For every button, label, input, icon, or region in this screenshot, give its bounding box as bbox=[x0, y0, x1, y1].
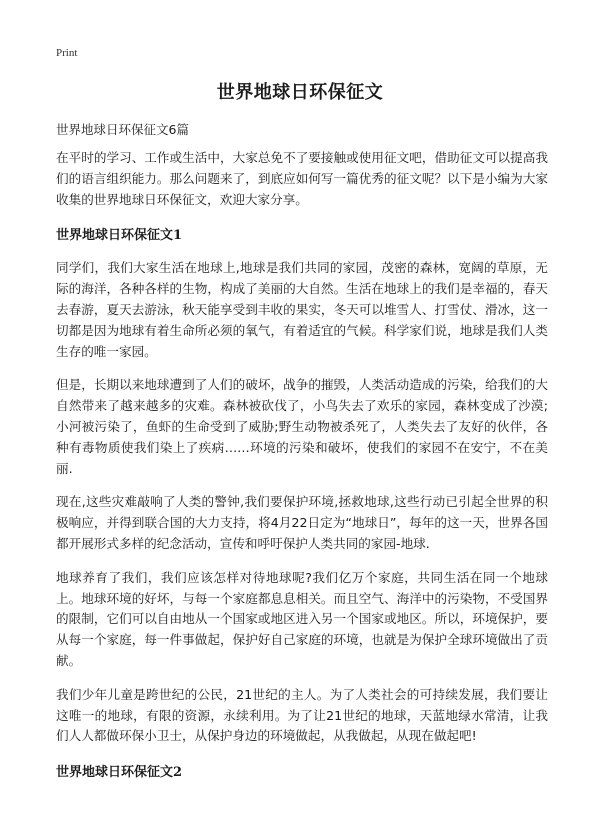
document-subtitle: 世界地球日环保征文6篇 bbox=[56, 122, 189, 137]
body-paragraph: 地球养育了我们，我们应该怎样对待地球呢?我们亿万个家庭，共同生活在同一个地球上。地球环境的好坏，与每一个家庭都息息相关。而且空气、海洋中的污染物，不受国界的限制，它们可以自由地从一个国家或地区进入另一个国家或地区。所以，环境保护，要从每一个家庭，每一件事做起，保护好自己家庭的环境，也就是为保护全球环境做出了贡献。 bbox=[56, 569, 548, 668]
document-body bbox=[56, 148, 548, 795]
page-title: 世界地球日环保征文 bbox=[216, 82, 384, 103]
section-1 bbox=[56, 226, 548, 747]
section-heading: 世界地球日环保征文2 bbox=[56, 765, 183, 781]
body-paragraph: 我们少年儿童是跨世纪的公民，21世纪的主人。为了人类社会的可持续发展，我们要让这唯一的地球，有限的资源，永续利用。为了让21世纪的地球，天蓝地绿水常清，让我们人人都做环保小卫士，从保护身边的环境做起，从我做起，从现在做起吧! bbox=[56, 686, 548, 744]
body-paragraph: 同学们，我们大家生活在地球上,地球是我们共同的家园，茂密的森林，宽阔的草原，无际的海洋，各种各样的生物，构成了美丽的大自然。生活在地球上的我们是幸福的，春天去春游，夏天去游泳，秋天能享受到丰收的果实，冬天可以堆雪人、打雪仗、滑冰，这一切都是因为地球有着生命所必须的氧气，有着适宜的气候。科学家们说，地球是我们人类生存的唯一家园。 bbox=[56, 260, 548, 359]
section-2 bbox=[56, 763, 548, 783]
body-paragraph: 现在,这些灾难敲响了人类的警钟,我们要保护环境,拯救地球,这些行动已引起全世界的积极响应，并得到联合国的大力支持，将4月22日定为“地球日”，每年的这一天，世界各国都开展形式多样的纪念活动，宣传和呼吁保护人类共同的家园-地球. bbox=[56, 494, 548, 551]
body-paragraph: 但是，长期以来地球遭到了人们的破坏，战争的摧毁，人类活动造成的污染，给我们的大自然带来了越来越多的灾难。森林被砍伐了，小鸟失去了欢乐的家园，森林变成了沙漠;小河被污染了，鱼虾的生命受到了威胁;野生动物被杀死了，人类失去了友好的伙伴，各种有毒物质使我们染上了疾病……环境的污染和破坏，使我们的家园不在安宁，不在美丽. bbox=[56, 377, 548, 476]
intro-paragraph: 在平时的学习、工作或生活中，大家总免不了要接触或使用征文吧，借助征文可以提高我们的语言组织能力。那么问题来了，到底应如何写一篇优秀的征文呢？以下是小编为大家收集的世界地球日环保征文，欢迎大家分享。 bbox=[56, 150, 548, 207]
print-label[interactable]: Print bbox=[56, 47, 78, 59]
section-heading: 世界地球日环保征文1 bbox=[56, 228, 183, 244]
